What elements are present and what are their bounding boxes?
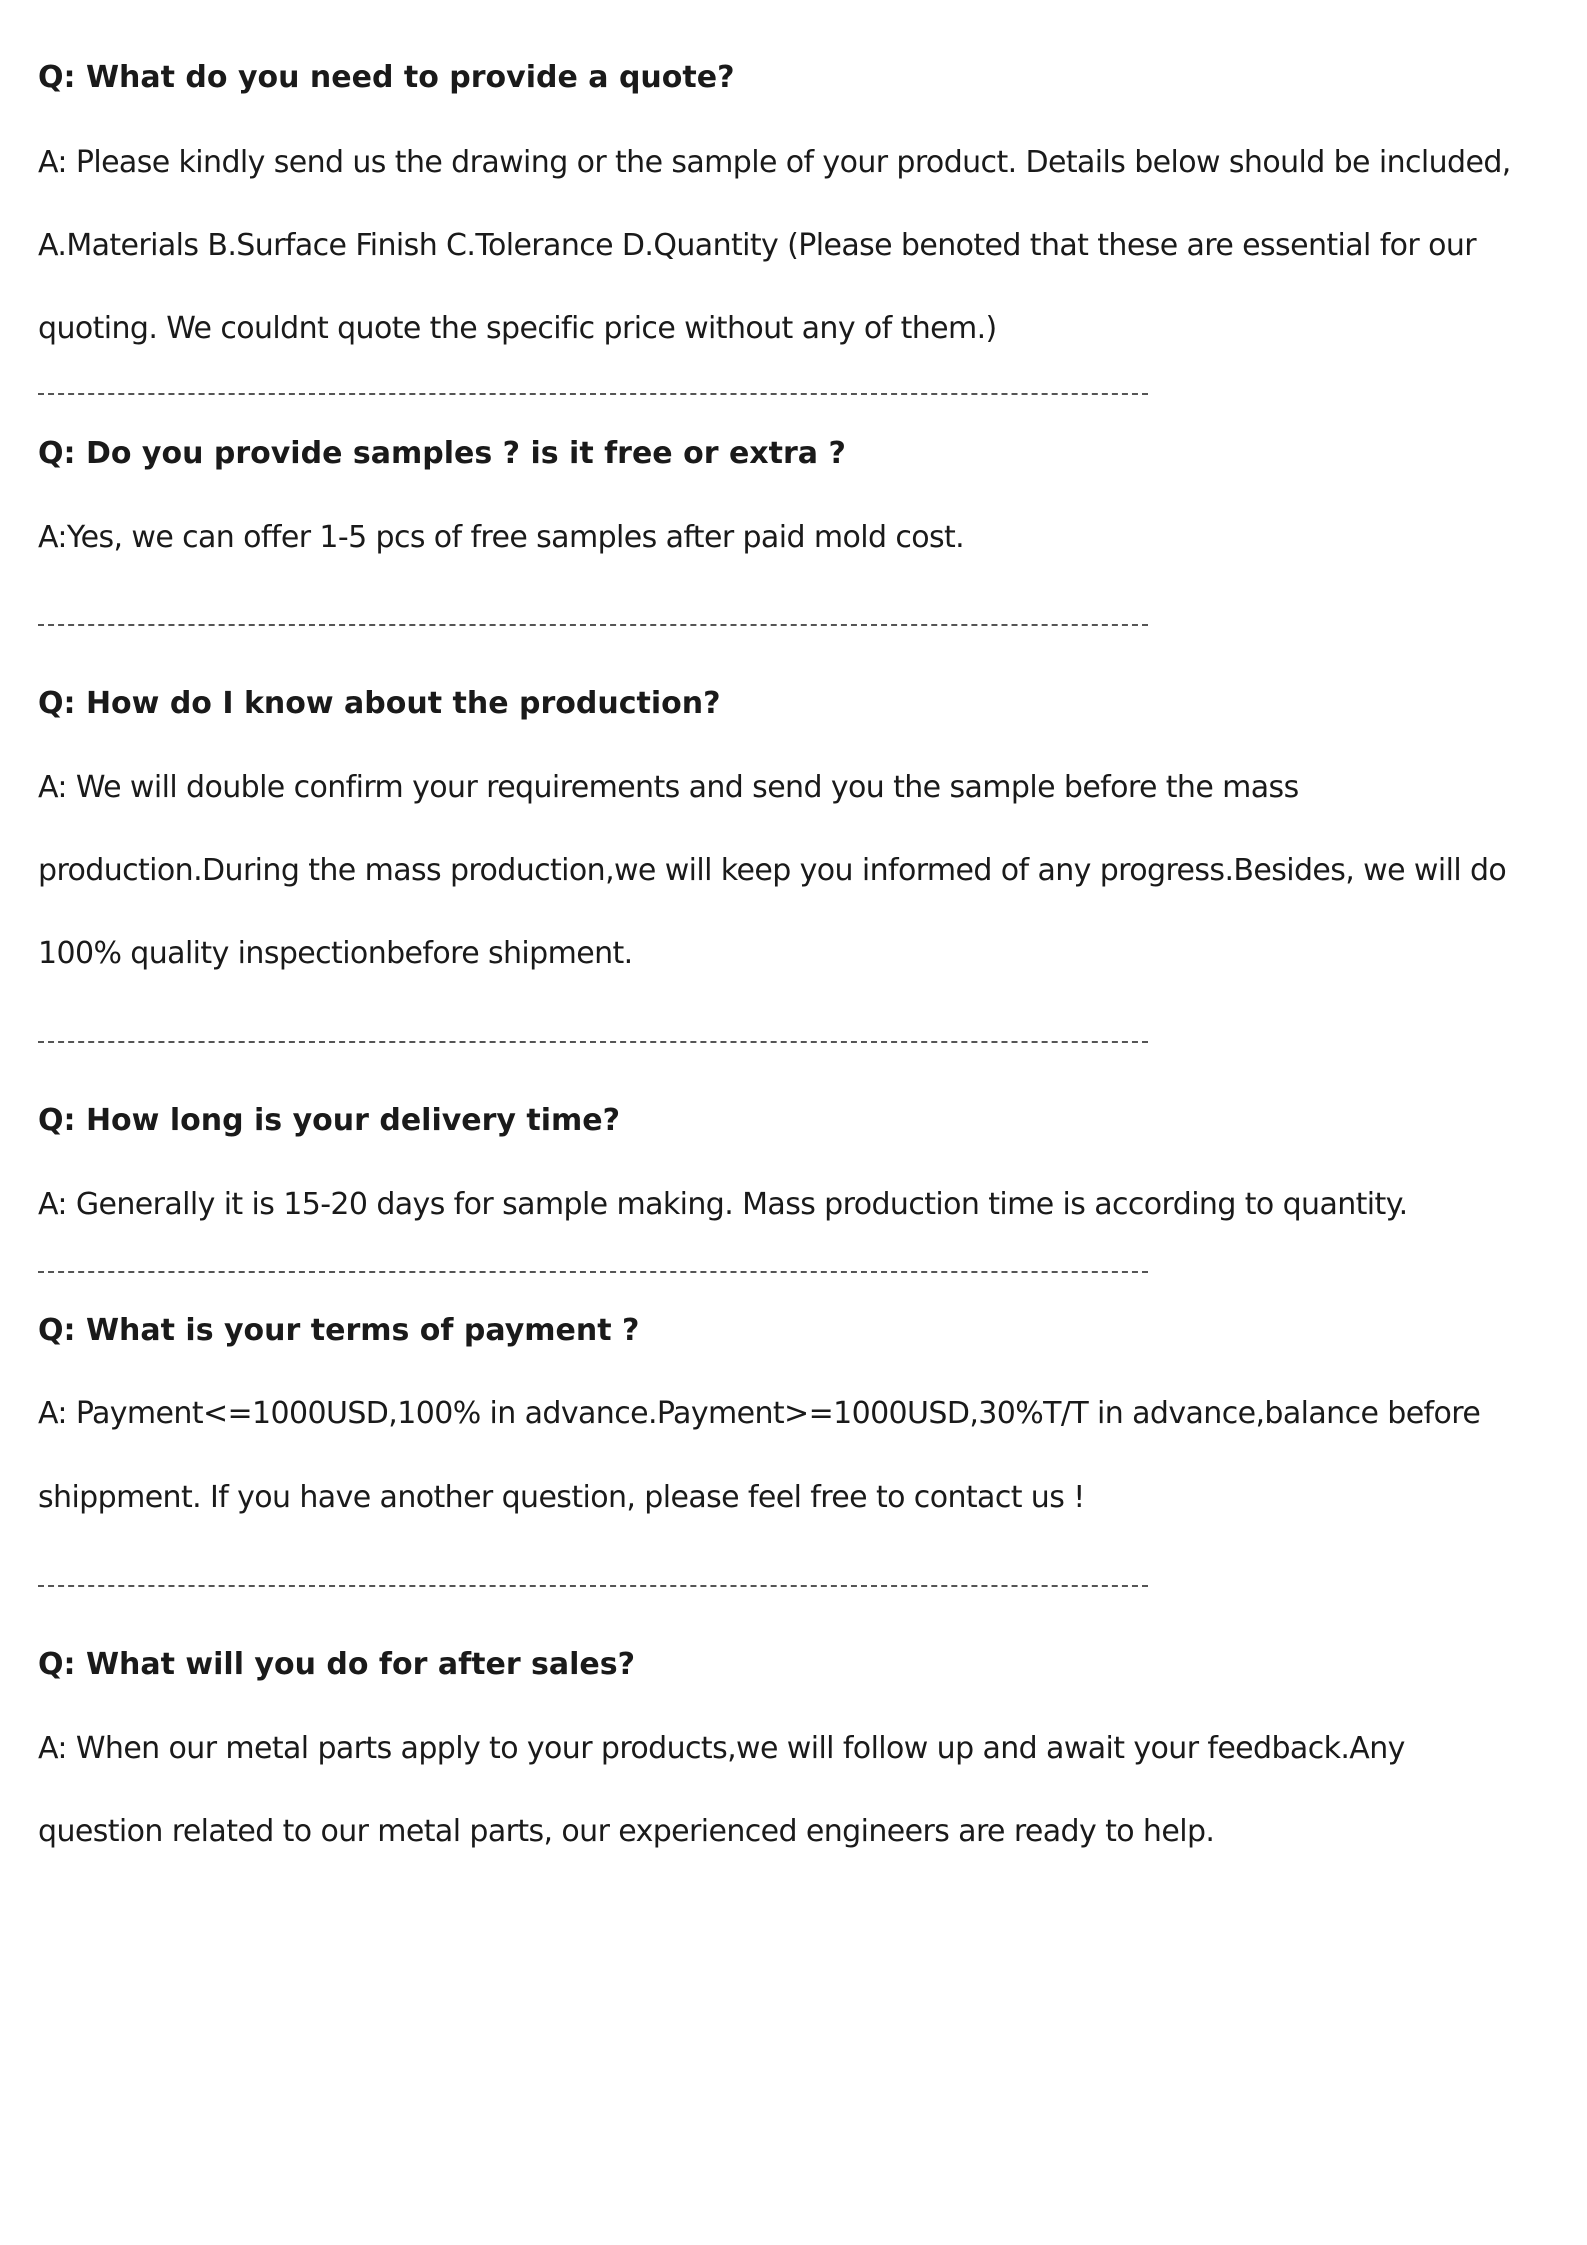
faq-6-answer-line-1: A: When our metal parts apply to your products,we will follow up and await your feedback.Any [38,1731,1405,1766]
faq-4-answer-line-1: A: Generally it is 15-20 days for sample making. Mass production time is according to quantity. [38,1187,1408,1222]
divider [38,1041,1148,1043]
faq-3-question: Q: How do I know about the production? [38,686,721,721]
faq-4-question: Q: How long is your delivery time? [38,1103,621,1138]
divider [38,393,1148,395]
divider [38,1585,1148,1587]
faq-6-answer-line-2: question related to our metal parts, our experienced engineers are ready to help. [38,1814,1215,1849]
faq-1-question: Q: What do you need to provide a quote? [38,60,735,95]
faq-6-question: Q: What will you do for after sales? [38,1647,636,1682]
faq-5-answer-line-2: shippment. If you have another question, please feel free to contact us ! [38,1480,1085,1515]
divider [38,624,1148,626]
faq-1-answer-line-3: quoting. We couldnt quote the specific price without any of them.) [38,311,997,346]
faq-5-question: Q: What is your terms of payment ? [38,1313,640,1348]
faq-1-answer-line-1: A: Please kindly send us the drawing or the sample of your product. Details below should be included, [38,145,1511,180]
faq-3-answer-line-1: A: We will double confirm your requirements and send you the sample before the mass [38,770,1299,805]
faq-3-answer-line-3: 100% quality inspectionbefore shipment. [38,936,633,971]
faq-2-question: Q: Do you provide samples ? is it free or extra ? [38,436,846,471]
divider [38,1271,1148,1273]
faq-1-answer-line-2: A.Materials B.Surface Finish C.Tolerance D.Quantity (Please benoted that these are essential for our [38,228,1476,263]
faq-3-answer-line-2: production.During the mass production,we will keep you informed of any progress.Besides, we will do [38,853,1507,888]
faq-5-answer-line-1: A: Payment<=1000USD,100% in advance.Payment>=1000USD,30%T/T in advance,balance before [38,1396,1481,1431]
faq-2-answer-line-1: A:Yes, we can offer 1-5 pcs of free samples after paid mold cost. [38,520,965,555]
